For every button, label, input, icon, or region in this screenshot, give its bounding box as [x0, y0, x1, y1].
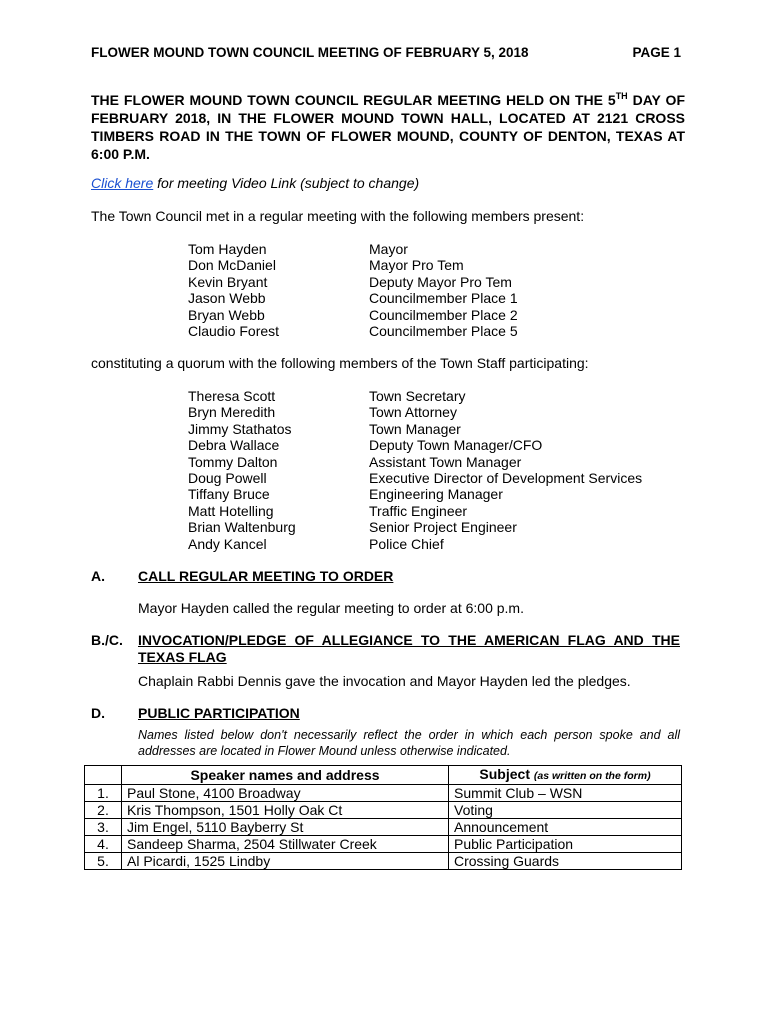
council-name: Bryan Webb [188, 306, 265, 323]
section-bc-text: Chaplain Rabbi Dennis gave the invocation and Mayor Hayden led the pledges. [138, 673, 631, 689]
speaker-speaker-cell: Kris Thompson, 1501 Holly Oak Ct [122, 802, 449, 819]
meeting-title [91, 91, 685, 163]
table-header-row [85, 766, 682, 785]
council-row [188, 307, 518, 323]
council-name: Kevin Bryant [188, 273, 268, 290]
staff-role: Senior Project Engineer [369, 519, 517, 536]
subject-header-note: (as written on the form) [533, 770, 651, 782]
council-role: Mayor [369, 241, 408, 257]
council-role: Councilmember Place 5 [369, 323, 518, 340]
video-link-text: for meeting Video Link (subject to change) [153, 175, 420, 191]
section-bc-letter: B./C. [91, 632, 123, 648]
section-d-note: Names listed below don't necessarily reflect the order in which each person spoke and all addresses are located in Flower Mound unless otherwise indicated. [138, 728, 680, 758]
staff-name: Matt Hotelling [188, 502, 274, 519]
council-name: Don McDaniel [188, 257, 276, 274]
section-d-letter: D. [91, 705, 105, 721]
council-role: Councilmember Place 2 [369, 306, 518, 323]
title-part1: THE FLOWER MOUND TOWN COUNCIL REGULAR MEETING HELD ON THE 5 [91, 92, 616, 108]
council-role: Councilmember Place 1 [369, 290, 518, 307]
staff-role: Assistant Town Manager [369, 453, 522, 470]
section-a-title: CALL REGULAR MEETING TO ORDER [138, 568, 394, 584]
council-intro: The Town Council met in a regular meeting with the following members present: [91, 208, 585, 224]
table-row [85, 785, 682, 802]
speaker-subject-cell: Summit Club – WSN [449, 785, 682, 802]
speaker-subject-cell: Crossing Guards [449, 853, 682, 870]
council-row [188, 323, 518, 339]
staff-row [188, 486, 642, 502]
table-row [85, 853, 682, 870]
speakers-table [84, 765, 682, 870]
page-header [91, 45, 681, 60]
video-link[interactable]: Click here [91, 175, 154, 191]
council-row [188, 290, 518, 306]
staff-name: Debra Wallace [188, 437, 280, 454]
staff-name: Theresa Scott [188, 388, 276, 404]
page-number: PAGE 1 [632, 45, 681, 60]
subject-header-label: Subject [479, 766, 530, 782]
table-row [85, 836, 682, 853]
staff-role: Engineering Manager [369, 486, 503, 503]
speaker-speaker-cell: Al Picardi, 1525 Lindby [122, 853, 449, 870]
staff-row [188, 421, 642, 437]
speaker-subject-cell: Public Participation [449, 836, 682, 853]
staff-name: Tiffany Bruce [188, 486, 270, 503]
staff-role: Town Secretary [369, 388, 466, 404]
speaker-speaker-cell: Sandeep Sharma, 2504 Stillwater Creek [122, 836, 449, 853]
council-role: Deputy Mayor Pro Tem [369, 273, 512, 290]
council-role: Mayor Pro Tem [369, 257, 464, 274]
title-part2: DAY OF FEBRUARY 2018, IN THE FLOWER MOUND TOWN HALL, LOCATED AT 2121 CROSS TIMBERS ROAD IN THE TOWN OF FLOWER MOUND, COUNTY OF DENTON, TEXAS AT 6:00 P.M. [91, 92, 685, 162]
section-bc-title-line2: TEXAS FLAG [138, 649, 227, 665]
table-row [85, 802, 682, 819]
speaker-header: Speaker names and address [122, 766, 449, 785]
staff-row [188, 454, 642, 470]
council-name: Tom Hayden [188, 241, 267, 257]
staff-row [188, 437, 642, 453]
section-bc-title-line1: INVOCATION/PLEDGE OF ALLEGIANCE TO THE AMERICAN FLAG AND THE [138, 632, 680, 648]
speaker-num-cell: 2. [85, 802, 122, 819]
staff-row [188, 388, 642, 404]
staff-row [188, 519, 642, 535]
council-name: Claudio Forest [188, 323, 280, 340]
section-a-letter: A. [91, 568, 105, 584]
num-header [85, 766, 122, 785]
section-d-title: PUBLIC PARTICIPATION [138, 705, 300, 721]
table-row [85, 819, 682, 836]
staff-role: Executive Director of Development Services [369, 470, 643, 487]
staff-role: Town Manager [369, 420, 461, 437]
staff-name: Brian Waltenburg [188, 519, 296, 536]
section-a-text: Mayor Hayden called the regular meeting to order at 6:00 p.m. [138, 600, 524, 616]
speaker-num-cell: 3. [85, 819, 122, 836]
staff-name: Andy Kancel [188, 535, 267, 552]
speaker-num-cell: 1. [85, 785, 122, 802]
speaker-speaker-cell: Jim Engel, 5110 Bayberry St [122, 819, 449, 836]
council-row [188, 241, 518, 257]
speaker-num-cell: 5. [85, 853, 122, 870]
staff-name: Tommy Dalton [188, 453, 278, 470]
speakers-table-body [85, 785, 682, 870]
staff-role: Traffic Engineer [369, 502, 468, 519]
staff-intro: constituting a quorum with the following members of the Town Staff participating: [91, 355, 589, 371]
subject-header [449, 766, 682, 785]
header-title: FLOWER MOUND TOWN COUNCIL MEETING OF FEBRUARY 5, 2018 [91, 45, 529, 60]
speaker-num-cell: 4. [85, 836, 122, 853]
staff-row [188, 503, 642, 519]
staff-role: Deputy Town Manager/CFO [369, 437, 543, 454]
council-name: Jason Webb [188, 290, 266, 307]
staff-role: Police Chief [369, 535, 444, 552]
council-row [188, 257, 518, 273]
staff-name: Doug Powell [188, 470, 267, 487]
staff-row [188, 404, 642, 420]
speaker-subject-cell: Announcement [449, 819, 682, 836]
video-line [91, 175, 419, 191]
speaker-speaker-cell: Paul Stone, 4100 Broadway [122, 785, 449, 802]
staff-roster [188, 388, 642, 552]
council-row [188, 274, 518, 290]
council-roster [188, 241, 518, 339]
title-sup: TH [615, 91, 628, 101]
staff-name: Jimmy Stathatos [188, 420, 292, 437]
speaker-subject-cell: Voting [449, 802, 682, 819]
staff-row [188, 536, 642, 552]
staff-row [188, 470, 642, 486]
staff-role: Town Attorney [369, 404, 457, 421]
staff-name: Bryn Meredith [188, 404, 276, 421]
